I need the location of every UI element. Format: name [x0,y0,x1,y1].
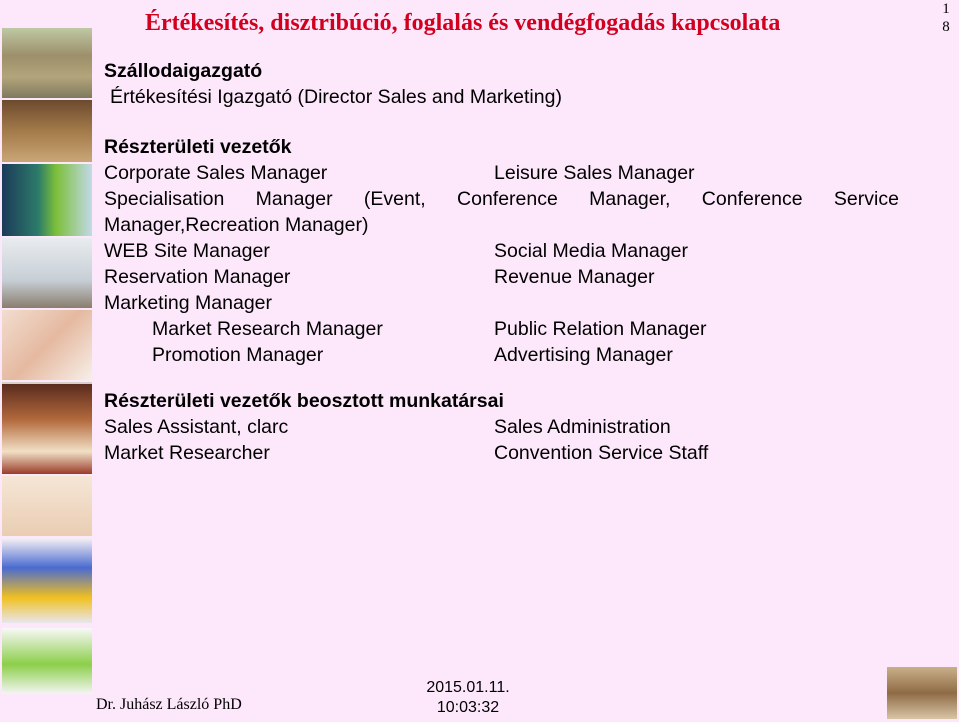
spec-word: Conference [457,188,558,210]
sales-assistant: Sales Assistant, clarc [104,416,289,438]
public-relation-manager: Public Relation Manager [494,318,707,340]
promotion-manager: Promotion Manager [152,344,324,366]
researcher-convention-row [104,440,904,466]
slide-title: Értékesítés, disztribúció, foglalás és vendégfogadás kapcsolata [145,10,781,36]
sales-director-line: Értékesítési Igazgató (Director Sales and Marketing) [110,86,562,108]
footer-time: 10:03:32 [436,699,500,716]
assistant-administration-row [104,414,904,440]
spec-word: Conference [701,188,803,210]
advertising-manager: Advertising Manager [494,344,673,366]
page-number: 18 [942,1,950,35]
revenue-manager: Revenue Manager [494,266,655,288]
footer-date: 2015.01.11. [426,679,510,696]
photo-strip [2,28,92,694]
cleaning-products-photo [2,628,92,694]
main-content [104,58,904,466]
specialisation-row [104,186,899,212]
reservation-manager: Reservation Manager [104,266,291,288]
promotion-advertising-row [104,342,904,368]
web-site-manager: WEB Site Manager [104,240,270,262]
guests-with-luggage-photo [2,238,92,308]
web-social-row [104,238,904,264]
reservation-revenue-row [104,264,904,290]
housekeeper-photo [2,476,92,536]
social-media-manager: Social Media Manager [494,240,689,262]
spec-word: Manager [255,188,333,210]
market-researcher: Market Researcher [104,442,270,464]
market-research-manager: Market Research Manager [152,318,383,340]
footer-author: Dr. Juhász László PhD [96,696,242,713]
footer-datetime [408,678,528,718]
reception-desk-photo [2,100,92,162]
cleaning-cart-photo [2,538,92,623]
marketing-manager: Marketing Manager [104,292,272,314]
convention-service-staff: Convention Service Staff [494,442,709,464]
section-heading-staff: Részterületi vezetők beosztott munkatársai [104,390,504,412]
corporate-sales-manager: Corporate Sales Manager [104,162,328,184]
section-heading-managers: Részterületi vezetők [104,136,292,158]
sales-administration: Sales Administration [494,416,671,438]
research-pr-row [104,316,904,342]
spec-word: Manager, [589,188,671,210]
hotel-room-photo [2,384,92,474]
leisure-sales-manager: Leisure Sales Manager [494,162,695,184]
corporate-leisure-row [104,160,904,186]
hotel-building-photo [2,28,92,98]
specialisation-line-2: Manager,Recreation Manager) [104,214,369,236]
spec-word: (Event, [363,188,426,210]
director-line: Szállodaigazgató [104,60,263,82]
lobby-counter-photo [2,164,92,236]
spec-word: Specialisation [104,188,225,210]
spec-word: Service [833,188,899,210]
lobby-interior-photo [887,667,957,719]
hand-photo [2,310,92,380]
